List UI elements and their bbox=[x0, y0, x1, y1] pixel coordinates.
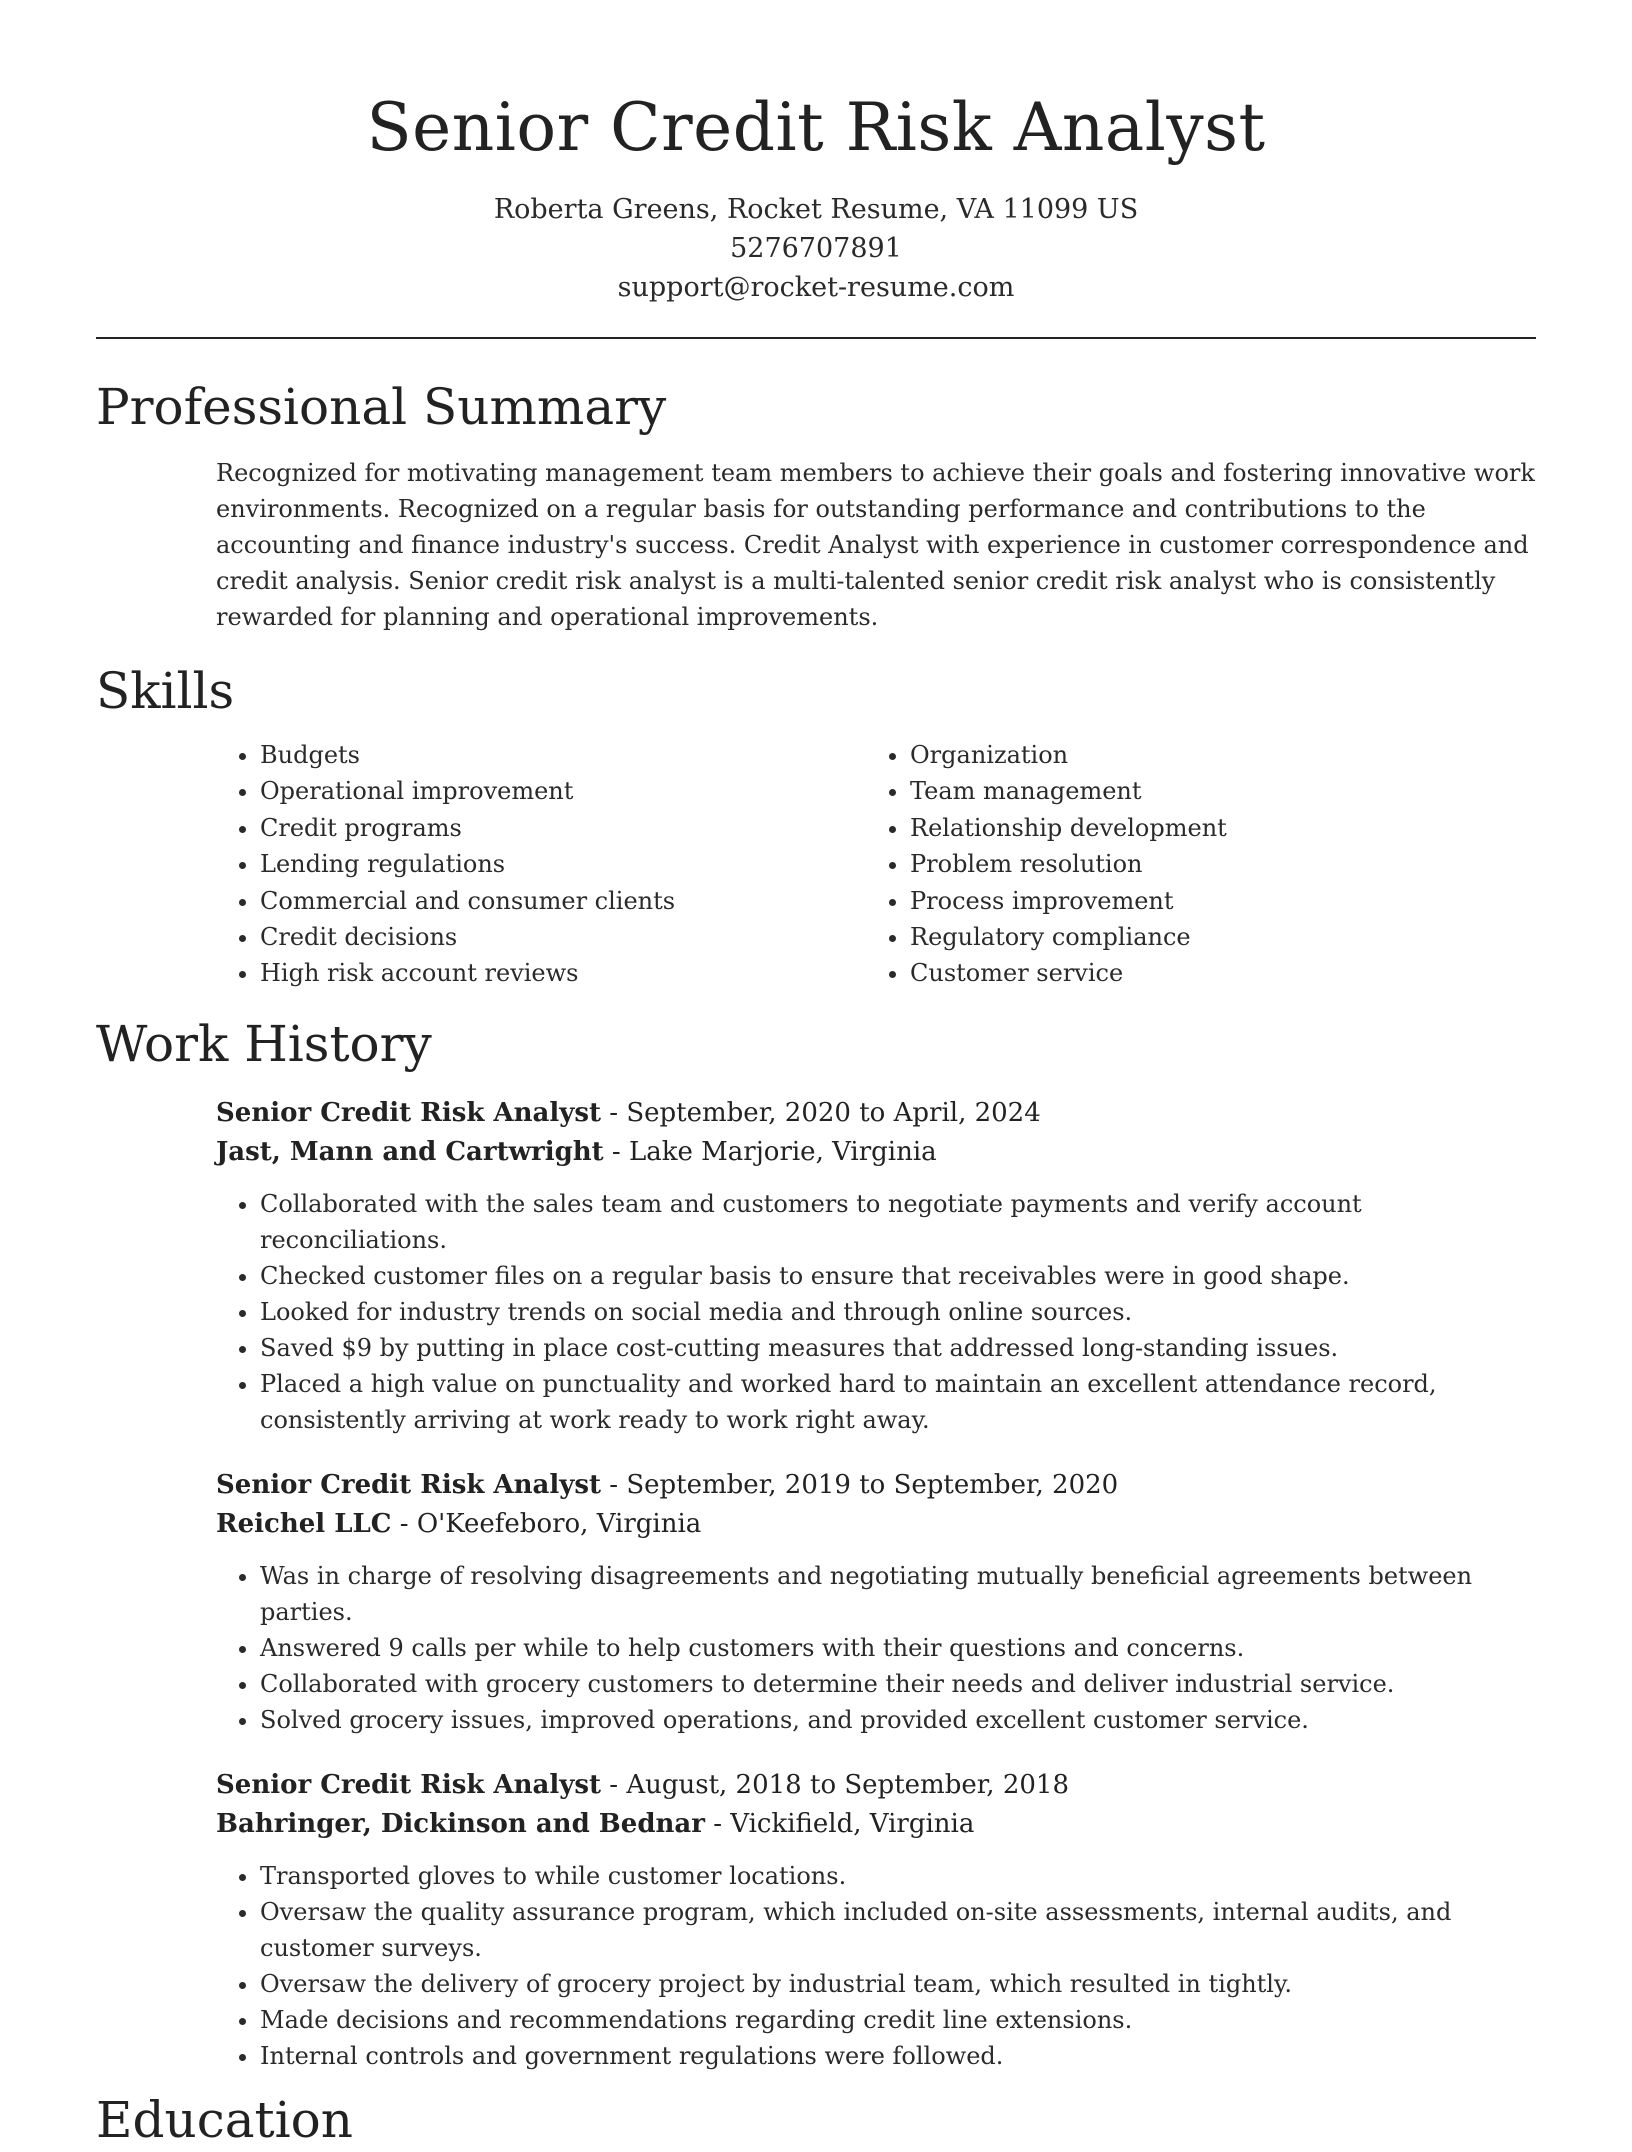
skills-heading: Skills bbox=[96, 662, 235, 720]
job-company: Reichel LLC bbox=[216, 1508, 392, 1539]
job-bullet: • Looked for industry trends on social media and through online sources. bbox=[260, 1294, 1536, 1330]
skill-item: • Commercial and consumer clients bbox=[260, 883, 866, 919]
job-bullets bbox=[216, 1858, 1536, 2074]
summary-heading: Professional Summary bbox=[96, 378, 667, 436]
header-divider bbox=[96, 337, 1536, 339]
job-entry bbox=[216, 1094, 1536, 1438]
job-company-line: Reichel LLC - O'Keefeboro, Virginia bbox=[216, 1508, 702, 1539]
job-bullets bbox=[216, 1186, 1536, 1438]
contact-block bbox=[96, 190, 1536, 307]
education-section bbox=[96, 2088, 1536, 2152]
job-entry bbox=[216, 1466, 1536, 1738]
job-location: Lake Marjorie, Virginia bbox=[629, 1136, 937, 1167]
summary-text: Recognized for motivating management team members to achieve their goals and fostering innovative work environments. Recognized on a regular basis for outstanding performance and contributions to the accounting and finance industry's success. Credit Analyst with experience in customer correspondence and credit analysis. Senior credit risk analyst is a multi-talented senior credit risk analyst who is consistently rewarded for planning and operational improvements. bbox=[216, 459, 1535, 631]
work-history-section bbox=[96, 1012, 1536, 2074]
education-heading: Education bbox=[96, 2090, 353, 2149]
skill-item: • High risk account reviews bbox=[260, 955, 866, 991]
skill-item: • Customer service bbox=[910, 955, 1516, 991]
skill-item: • Team management bbox=[910, 773, 1516, 809]
job-bullet: • Was in charge of resolving disagreements and negotiating mutually beneficial agreements between parties. bbox=[260, 1558, 1536, 1630]
job-company: Bahringer, Dickinson and Bednar bbox=[216, 1808, 705, 1839]
summary-section bbox=[96, 375, 1536, 635]
skill-item: • Organization bbox=[910, 737, 1516, 773]
skill-item: • Lending regulations bbox=[260, 846, 866, 882]
job-dates: September, 2020 to April, 2024 bbox=[626, 1097, 1041, 1128]
job-title-line: Senior Credit Risk Analyst - August, 2018 to September, 2018 bbox=[216, 1769, 1069, 1800]
skill-item: • Credit programs bbox=[260, 810, 866, 846]
skill-item: • Relationship development bbox=[910, 810, 1516, 846]
skills-list-left bbox=[216, 737, 866, 992]
job-title-line: Senior Credit Risk Analyst - September, 2020 to April, 2024 bbox=[216, 1097, 1041, 1128]
job-company-line: Jast, Mann and Cartwright - Lake Marjorie, Virginia bbox=[216, 1136, 937, 1167]
skill-item: • Budgets bbox=[260, 737, 866, 773]
contact-email: support@rocket-resume.com bbox=[617, 272, 1015, 303]
job-bullet: • Answered 9 calls per while to help customers with their questions and concerns. bbox=[260, 1630, 1536, 1666]
job-bullet: • Transported gloves to while customer locations. bbox=[260, 1858, 1536, 1894]
job-bullet: • Internal controls and government regulations were followed. bbox=[260, 2038, 1536, 2074]
skills-section bbox=[96, 659, 1536, 992]
job-title: Senior Credit Risk Analyst bbox=[216, 1769, 601, 1800]
skills-columns bbox=[216, 737, 1536, 992]
job-title-line: Senior Credit Risk Analyst - September, 2019 to September, 2020 bbox=[216, 1469, 1119, 1500]
job-bullet: • Checked customer files on a regular basis to ensure that receivables were in good shape. bbox=[260, 1258, 1536, 1294]
job-location: O'Keefeboro, Virginia bbox=[416, 1508, 702, 1539]
skills-list-right bbox=[866, 737, 1516, 992]
job-company-line: Bahringer, Dickinson and Bednar - Vickifield, Virginia bbox=[216, 1808, 975, 1839]
job-dates: September, 2019 to September, 2020 bbox=[626, 1469, 1119, 1500]
job-bullet: • Oversaw the delivery of grocery project by industrial team, which resulted in tightly. bbox=[260, 1966, 1536, 2002]
resume-page bbox=[96, 0, 1536, 2152]
job-entry bbox=[216, 1766, 1536, 2074]
job-title: Senior Credit Risk Analyst bbox=[216, 1469, 601, 1500]
job-bullet: • Solved grocery issues, improved operations, and provided excellent customer service. bbox=[260, 1702, 1536, 1738]
job-bullet: • Oversaw the quality assurance program, which included on-site assessments, internal audits, and customer surveys. bbox=[260, 1894, 1536, 1966]
work-history-heading: Work History bbox=[96, 1014, 432, 1073]
skill-item: • Process improvement bbox=[910, 883, 1516, 919]
job-bullets bbox=[216, 1558, 1536, 1738]
job-title: Senior Credit Risk Analyst bbox=[216, 1097, 601, 1128]
job-dates: August, 2018 to September, 2018 bbox=[626, 1769, 1069, 1800]
job-bullet: • Made decisions and recommendations regarding credit line extensions. bbox=[260, 2002, 1536, 2038]
skill-item: • Problem resolution bbox=[910, 846, 1516, 882]
skill-item: • Credit decisions bbox=[260, 919, 866, 955]
skill-item: • Operational improvement bbox=[260, 773, 866, 809]
contact-phone: 5276707891 bbox=[730, 233, 902, 264]
resume-title: Senior Credit Risk Analyst bbox=[366, 89, 1266, 166]
job-company: Jast, Mann and Cartwright bbox=[216, 1136, 604, 1167]
job-bullet: • Saved $9 by putting in place cost-cutting measures that addressed long-standing issues. bbox=[260, 1330, 1536, 1366]
job-bullet: • Placed a high value on punctuality and worked hard to maintain an excellent attendance record, consistently arriving at work ready to work right away. bbox=[260, 1366, 1536, 1438]
skill-item: • Regulatory compliance bbox=[910, 919, 1516, 955]
contact-address: Roberta Greens, Rocket Resume, VA 11099 US bbox=[493, 194, 1139, 225]
job-location: Vickifield, Virginia bbox=[730, 1808, 975, 1839]
job-bullet: • Collaborated with grocery customers to determine their needs and deliver industrial service. bbox=[260, 1666, 1536, 1702]
job-bullet: • Collaborated with the sales team and customers to negotiate payments and verify account reconciliations. bbox=[260, 1186, 1536, 1258]
